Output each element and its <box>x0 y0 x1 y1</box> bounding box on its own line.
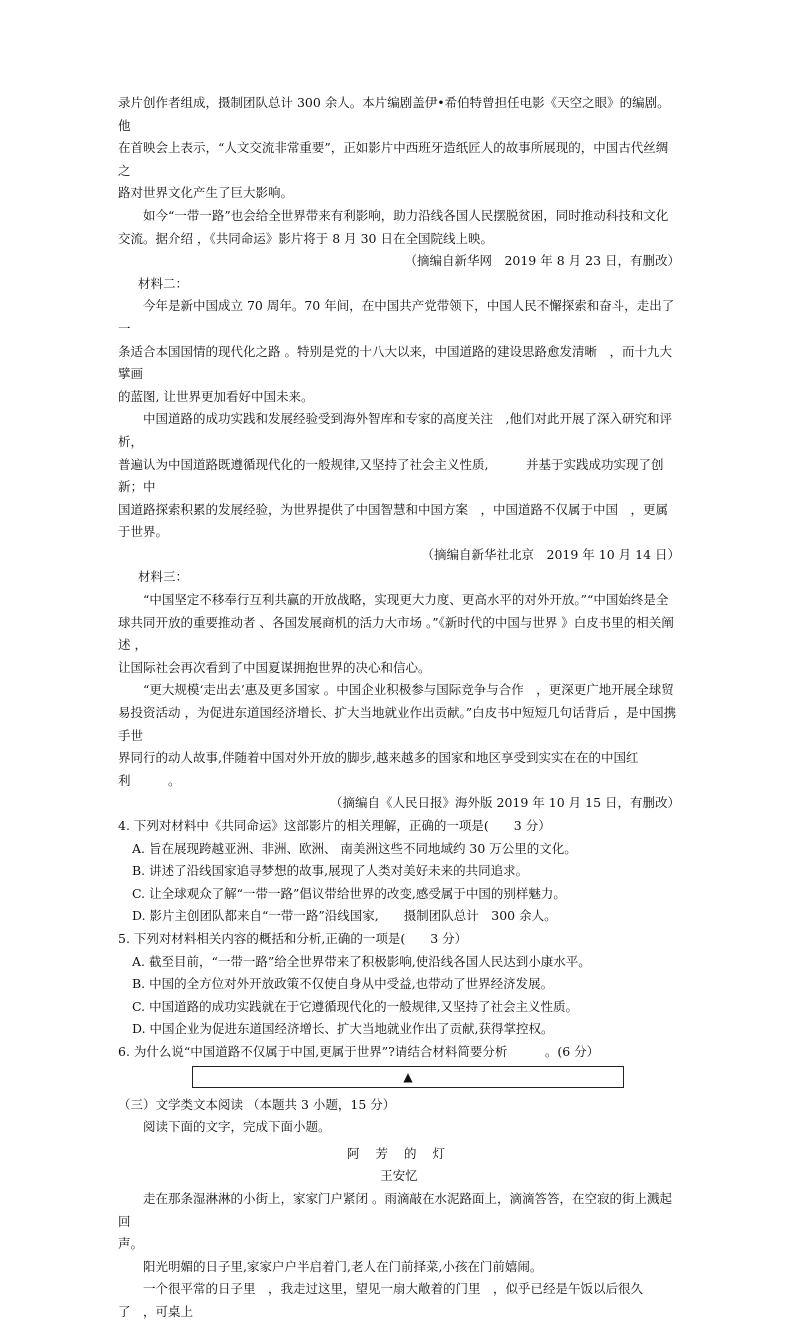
question-6 <box>118 1041 680 1088</box>
m3-text: “中国坚定不移奉行互利共赢的开放战略，实现更大力度、更高水平的对外开放。”“中国始终是全 <box>143 592 669 608</box>
exam-page <box>118 92 680 1323</box>
q4-option-b[interactable]: B. 讲述了沿线国家追寻梦想的故事,展现了人类对美好未来的共同追求。 <box>132 863 529 879</box>
section-heading: （三）文学类文本阅读 （本题共 3 小题，15 分） <box>118 1096 396 1112</box>
question-4 <box>118 815 680 928</box>
m3-text: “更大规模‘走出去’惠及更多国家 。中国企业积极参与国际竞争与合作 ，更深更广地开展全球贸 <box>143 682 674 698</box>
q5-option-c[interactable]: C. 中国道路的成功实践就在于它遵循现代化的一般规律,又坚持了社会主义性质。 <box>132 998 579 1014</box>
q4-option-d[interactable]: D. 影片主创团队都来自“一带一路”沿线国家, 摄制团队总计 300 余人。 <box>132 908 557 924</box>
material-three <box>118 566 680 815</box>
m3-text: 易投资活动 ，为促进东道国经济增长、扩大当地就业作出贡献。”白皮书中短短几句话背后 ，是中国携手世 <box>118 705 677 743</box>
m1-text: 路对世界文化产生了巨大影响。 <box>118 185 294 201</box>
q6-stem: 6. 为什么说“中国道路不仅属于中国,更属于世界”?请结合材料简要分析 。(6 分） <box>118 1043 600 1059</box>
m3-text: 让国际社会再次看到了中国夏谋拥抱世界的决心和信心。 <box>118 659 431 675</box>
m2-heading: 材料二： <box>138 275 189 291</box>
article-text: 走在那条湿淋淋的小街上，家家门户紧闭 。雨滴敲在水泥路面上，滴滴答答，在空寂的街上溅起回 <box>118 1190 672 1229</box>
material-one-tail <box>118 92 680 273</box>
question-5 <box>118 928 680 1041</box>
m1-text: 在首映会上表示，“人文交流非常重要”，正如影片中西班牙造纸匠人的故事所展现的，中国古代丝绸之 <box>118 140 669 178</box>
m2-text: 国道路探索积累的发展经验，为世界提供了中国智慧和中国方案 ，中国道路不仅属于中国 ，更属于世界。 <box>118 501 669 540</box>
m2-text: 今年是新中国成立 70 周年。70 年间，在中国共产党带领下，中国人民不懈探索和奋斗，走出了一 <box>118 298 675 336</box>
material-two <box>118 273 680 567</box>
q5-option-b[interactable]: B. 中国的全方位对外开放政策不仅使自身从中受益,也带动了世界经济发展。 <box>132 976 554 992</box>
q4-option-a[interactable]: A. 旨在展现跨越亚洲、非洲、欧洲、 南美洲这些不同地域约 30 万公里的文化。 <box>132 840 577 856</box>
q5-option-d[interactable]: D. 中国企业为促进东道国经济增长、扩大当地就业作出了贡献,获得掌控权。 <box>132 1021 554 1037</box>
m2-text: 普遍认为中国道路既遵循现代化的一般规律,又坚持了社会主义性质, 并基于实践成功实现了创新；中 <box>118 456 664 495</box>
article-text: 声。 <box>118 1236 144 1252</box>
q4-option-c[interactable]: C. 让全球观众了解“一带一路”倡议带给世界的改变,感受属于中国的别样魅力。 <box>132 885 566 901</box>
answer-box[interactable] <box>192 1066 624 1088</box>
q4-stem: 4. 下列对材料中《共同命运》这部影片的相关理解，正确的一项是( 3 分） <box>118 818 551 833</box>
article-text: 一个很平常的日子里 ，我走过这里，望见一扇大敞着的门里 ，似乎已经是午饭以后很久了 ，可桌上 <box>118 1281 644 1319</box>
m2-text: 条适合本国国情的现代化之路 。特别是党的十八大以来，中国道路的建设思路愈发清晰 ，而十九大擘画 <box>118 343 672 382</box>
m3-text: 球共同开放的重要推动者 、各国发展商机的活力大市场 。”《新时代的中国与世界 》白皮书里的相关阐述 ， <box>118 614 674 653</box>
section-instruction: 阅读下面的文字，完成下面小题。 <box>143 1119 331 1135</box>
article-author: 王安忆 <box>380 1168 418 1184</box>
m1-text: 录片创作者组成，摄制团队总计 300 余人。本片编剧盖伊•希伯特曾担任电影《天空之眼》的编剧。他 <box>118 95 670 133</box>
m3-source: （摘编自《人民日报》海外版 2019 年 10 月 15 日，有删改） <box>330 795 680 811</box>
m3-heading: 材料三： <box>138 569 189 585</box>
m1-text: 如今“一带一路”也会给全世界带来有利影响，助力沿线各国人民摆脱贫困，同时推动科技和文化 <box>143 207 669 223</box>
m2-text: 的蓝图, 让世界更加看好中国未来。 <box>118 388 314 404</box>
m3-text: 界同行的动人故事,伴随着中国对外开放的脚步,越来越多的国家和地区享受到实实在在的中国红利 。 <box>118 750 639 788</box>
m2-source: （摘编自新华社北京 2019 年 10 月 14 日） <box>421 546 680 562</box>
article-text: 阳光明媚的日子里,家家户户半启着门,老人在门前择菜,小孩在门前嬉闹。 <box>143 1258 543 1274</box>
m1-source: （摘编自新华网 2019 年 8 月 23 日，有删改） <box>404 253 680 269</box>
triangle-icon: ▲ <box>403 1069 413 1084</box>
q5-stem: 5. 下列对材料相关内容的概括和分析,正确的一项是( 3 分） <box>118 930 468 946</box>
article-title: 阿 芳 的 灯 <box>347 1145 451 1161</box>
section-literary-reading <box>118 1094 680 1323</box>
m1-text: 交流。据介绍 ，《共同命运》影片将于 8 月 30 日在全国院线上映。 <box>118 230 493 246</box>
q5-option-a[interactable]: A. 截至目前，“一带一路”给全世界带来了积极影响,使沿线各国人民达到小康水平。 <box>132 953 591 969</box>
m2-text: 中国道路的成功实践和发展经验受到海外智库和专家的高度关注 ,他们对此开展了深入研究和评析， <box>118 411 672 449</box>
